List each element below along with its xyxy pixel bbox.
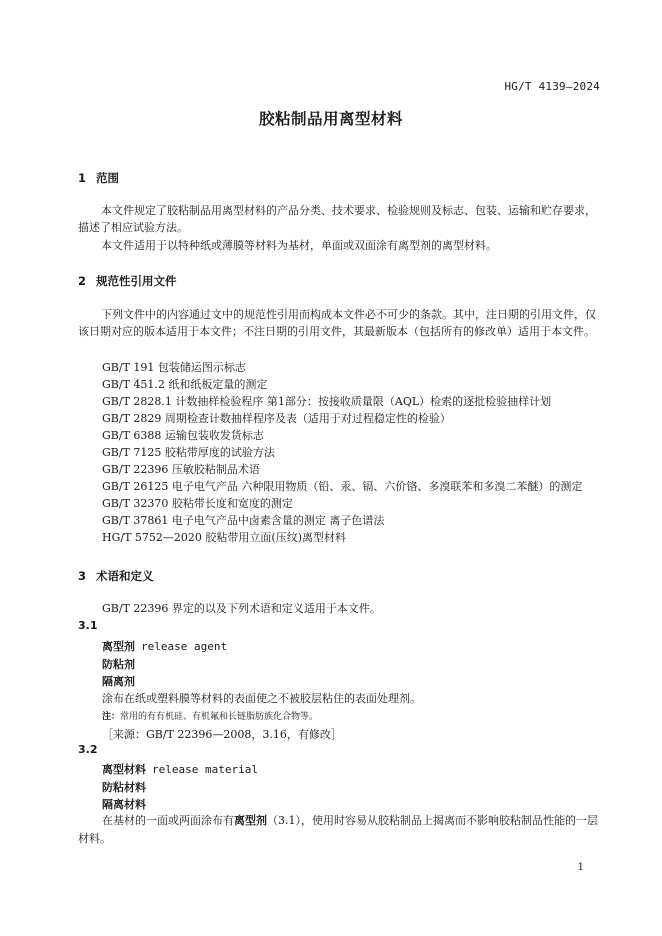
section-title: 范围: [96, 171, 119, 185]
section-1-heading: [78, 170, 119, 186]
definition-term-ref: 离型剂: [234, 814, 267, 827]
reference-item: GB/T 2828.1 计数抽样检验程序 第1部分：按接收质量限（AQL）检索的逐批检验抽样计划: [102, 395, 552, 408]
definition-clause-ref: （3.1）: [267, 814, 301, 827]
term-synonym: 隔离材料: [102, 798, 146, 811]
term-definition: 涂布在纸或塑料膜等材料的表面使之不被胶层粘住的表面处理剂。: [102, 692, 421, 705]
section-title: 术语和定义: [96, 569, 154, 583]
reference-item: GB/T 7125 胶粘带厚度的试验方法: [102, 446, 275, 459]
page-number: 1: [577, 862, 584, 873]
reference-item: GB/T 22396 压敏胶粘制品术语: [102, 463, 260, 476]
note-text: 常用的有有机硅、有机氟和长链脂肪族化合物等。: [120, 712, 319, 722]
term-definition: [78, 812, 603, 848]
standard-number: HG/T 4139—2024: [504, 80, 600, 93]
reference-item: GB/T 2829 周期检查计数抽样程序及表（适用于对过程稳定性的检验）: [102, 412, 451, 425]
definition-text: ，使用时容易从胶粘制品上揭离而不影响胶粘制品性能的一层材料。: [78, 814, 598, 845]
reference-item: GB/T 32370 胶粘带长度和宽度的测定: [102, 497, 293, 510]
reference-item: GB/T 191 包装储运图示标志: [102, 361, 246, 374]
term-name-en: release agent: [141, 640, 228, 653]
section-3-heading: [78, 568, 154, 584]
section-number: 1: [78, 171, 87, 185]
term-synonym: 隔离剂: [102, 675, 135, 688]
section-number: 3: [78, 569, 87, 583]
term-number: 3.1: [78, 619, 98, 632]
section-number: 2: [78, 274, 87, 288]
reference-item: GB/T 26125 电子电气产品 六种限用物质（铅、汞、镉、六价铬、多溴联苯和多溴二苯醚）的测定: [102, 480, 583, 493]
term-name-zh: 离型剂: [102, 640, 135, 653]
term-note: [102, 709, 318, 722]
term-name-en: release material: [152, 763, 258, 776]
paragraph: 本文件规定了胶粘制品用离型材料的产品分类、技术要求、检验规则及标志、包装、运输和贮存要求，描述了相应试验方法。: [78, 204, 596, 234]
note-label: 注：: [102, 712, 121, 722]
paragraph: GB/T 22396 界定的以及下列术语和定义适用于本文件。: [102, 602, 381, 615]
paragraph: 下列文件中的内容通过文中的规范性引用而构成本文件必不可少的条款。其中，注日期的引用文件，仅该日期对应的版本适用于本文件；不注日期的引用文件，其最新版本（包括所有的修改单）适用于本文件。: [78, 308, 596, 338]
reference-item: HG/T 5752—2020 胶粘带用立面(压纹)离型材料: [102, 531, 346, 544]
term-synonym: 防粘剂: [102, 658, 135, 671]
section-title: 规范性引用文件: [96, 274, 177, 288]
term-name: [102, 761, 258, 777]
term-name-zh: 离型材料: [102, 763, 146, 776]
document-title: 胶粘制品用离型材料: [258, 110, 403, 128]
term-number: 3.2: [78, 743, 98, 756]
term-name: [102, 638, 227, 654]
definition-text: 在基材的一面或两面涂布有: [102, 814, 234, 827]
paragraph: 本文件适用于以特种纸或薄膜等材料为基材，单面或双面涂有离型剂的离型材料。: [101, 239, 497, 252]
section-2-heading: [78, 273, 177, 289]
reference-item: GB/T 451.2 纸和纸板定量的测定: [102, 378, 268, 391]
reference-item: GB/T 6388 运输包装收发货标志: [102, 429, 264, 442]
term-synonym: 防粘材料: [102, 781, 146, 794]
term-source: ［来源：GB/T 22396—2008，3.16，有修改］: [102, 728, 342, 741]
reference-item: GB/T 37861 电子电气产品中卤素含量的测定 离子色谱法: [102, 514, 385, 527]
